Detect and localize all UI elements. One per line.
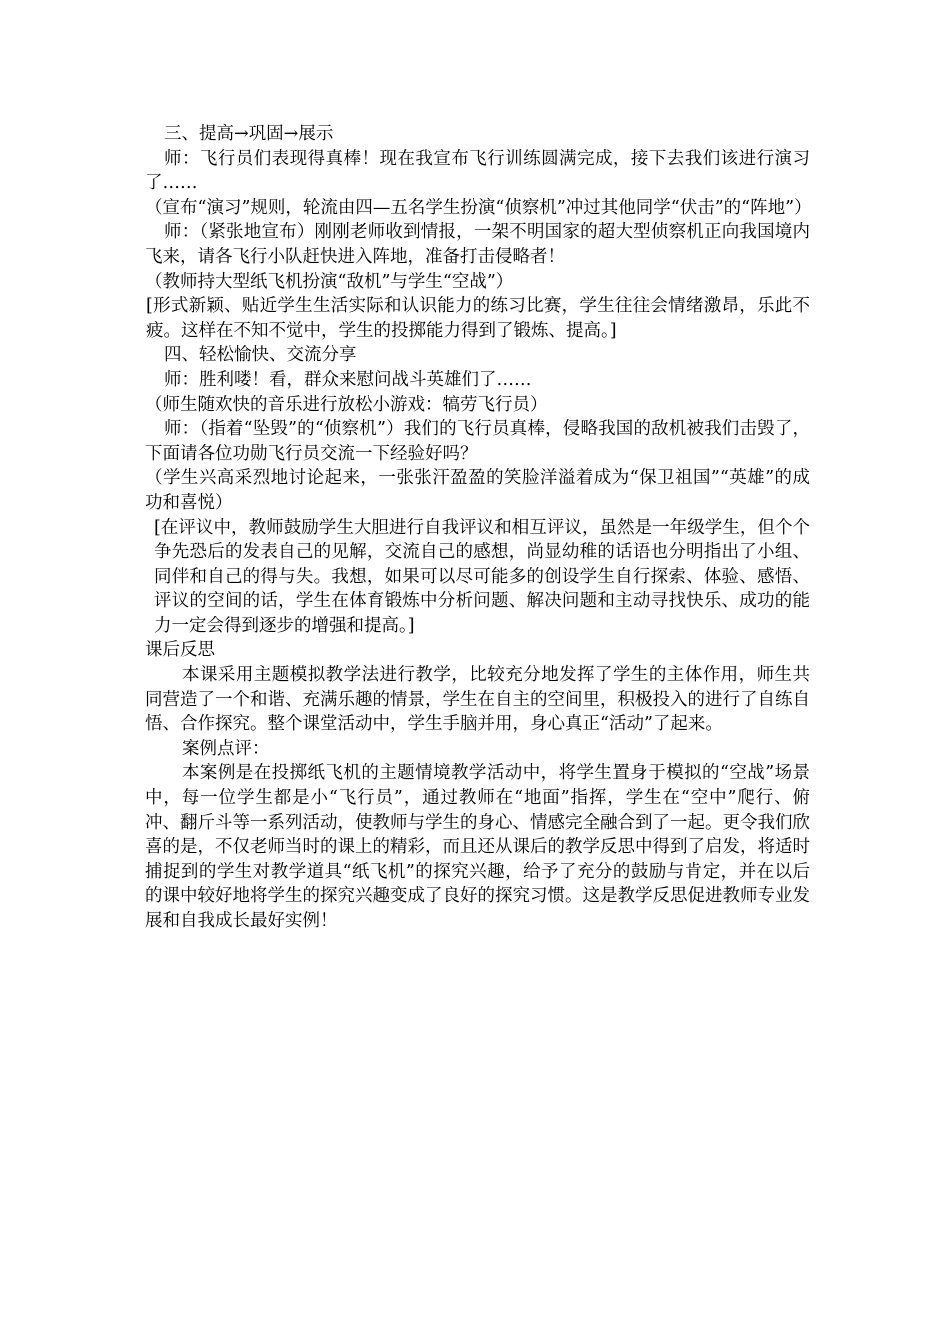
paragraph-case-review: 本案例是在投掷纸飞机的主题情境教学活动中，将学生置身于模拟的“空战”场景中，每一位学生都是小“飞行员”，通过教师在“地面”指挥，学生在“空中”爬行、俯冲、翻斤斗等一系列活动，使教师与学生的身心、情感完全融合到了一起。更令我们欣喜的是，不仅老师当时的课上的精彩，而且还从课后的教学反思中得到了启发，将适时捕捉到的学生对教学道具“纸飞机”的探究兴趣，给予了充分的鼓励与肯定，并在以后的课中较好地将学生的探究兴趣变成了良好的探究习惯。这是教学反思促进教师专业发展和自我成长最好实例！ <box>145 763 810 931</box>
paragraph-reflection: 本课采用主题模拟教学法进行教学，比较充分地发挥了学生的主体作用，师生共同营造了一个和谐、充满乐趣的情景，学生在自主的空间里，积极投入的进行了自练自悟、合作探究。整个课堂活动中，学生手脑并用，身心真正“活动”了起来。 <box>145 665 810 735</box>
paragraph-teacher-announce: 师：飞行员们表现得真棒！现在我宣布飞行训练圆满完成，接下去我们该进行演习了…… <box>145 148 810 194</box>
section-heading-reflection: 课后反思 <box>145 640 215 661</box>
section-heading-case-review: 案例点评： <box>182 738 270 759</box>
paragraph-students-discuss: （学生兴高采烈地讨论起来，一张张汗盈盈的笑脸洋溢着成为“保卫祖国”“英雄”的成功和喜悦） <box>145 468 810 513</box>
section-heading-four: 四、轻松愉快、交流分享 <box>164 345 357 366</box>
paragraph-commentary-one: [形式新颖、贴近学生生活实际和认识能力的练习比赛，学生往往会情绪激昂，乐此不疲。这样在不知不觉中，学生的投掷能力得到了锻炼、提高。] <box>146 296 810 341</box>
paragraph-commentary-two: [在评议中，教师鼓励学生大胆进行自我评议和相互评议，虽然是一年级学生，但个个争先恐后的发表自己的见解，交流自己的感想，尚显幼稚的话语也分明指出了小组、同伴和自己的得与失。我想，如果可以尽可能多的创设学生自行探索、体验、感悟、评议的空间的话，学生在体育锻炼中分析问题、解决问题和主动寻找快乐、成功的能力一定会得到逐步的增强和提高。] <box>154 517 810 636</box>
section-heading-three: 三、提高→巩固→展示 <box>164 124 334 144</box>
paragraph-air-battle: （教师持大型纸飞机扮演“敌机”与学生“空战”） <box>145 271 514 292</box>
document-body <box>145 122 810 934</box>
paragraph-relax-game: （师生随欢快的音乐进行放松小游戏：犒劳飞行员） <box>145 394 548 415</box>
paragraph-teacher-pointing: 师：（指着“坠毁”的“侦察机”）我们的飞行员真棒，侵略我国的敌机被我们击毁了，下面请各位功勋飞行员交流一下经验好吗？ <box>145 419 810 464</box>
paragraph-victory: 师：胜利喽！看，群众来慰问战斗英雄们了…… <box>164 369 532 390</box>
paragraph-rules: （宣布“演习”规则，轮流由四—五名学生扮演“侦察机”冲过其他同学“伏击”的“阵地”） <box>145 197 812 218</box>
paragraph-teacher-intel: 师：（紧张地宣布）刚刚老师收到情报，一架不明国家的超大型侦察机正向我国境内飞来，请各飞行小队赶快进入阵地，准备打击侵略者！ <box>145 222 810 267</box>
